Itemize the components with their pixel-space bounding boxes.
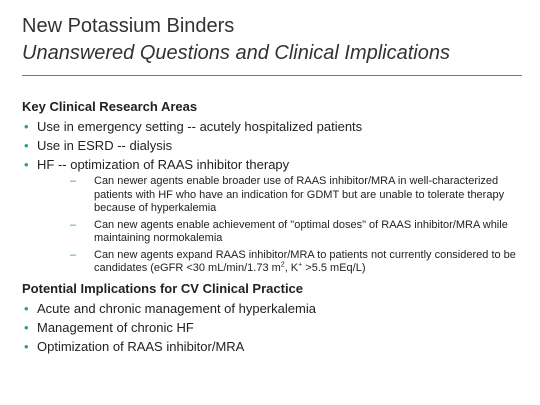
sub-bullet-text-part: Can new agents expand RAAS inhibitor/MRA to patients not currently considered to be candidates (eGFR <30 mL/min/1.73 m xyxy=(94,248,516,274)
title-divider xyxy=(22,75,522,76)
superscript-plus: + xyxy=(298,261,303,269)
dash-icon: – xyxy=(70,248,77,261)
bullet-text: Use in emergency setting -- acutely hospitalized patients xyxy=(37,119,363,134)
bullet-icon: • xyxy=(24,157,29,172)
list-item xyxy=(22,318,527,337)
sub-bullet-text-part: >5.5 mEq/L) xyxy=(302,262,366,274)
sub-list-item xyxy=(70,219,527,246)
bullet-text: HF -- optimization of RAAS inhibitor therapy xyxy=(37,157,290,172)
list-item xyxy=(22,117,527,136)
list-item xyxy=(22,136,527,155)
bullet-text: Optimization of RAAS inhibitor/MRA xyxy=(37,338,245,354)
bullet-icon: • xyxy=(24,138,29,153)
bullet-icon: • xyxy=(24,300,29,316)
bullet-icon: • xyxy=(24,119,29,134)
list-item xyxy=(22,155,527,276)
section-heading-implications: Potential Implications for CV Clinical Practice xyxy=(22,280,304,296)
sub-bullet-text-part: , K xyxy=(284,262,299,274)
sub-list-item xyxy=(70,249,527,276)
bullet-icon: • xyxy=(24,319,29,335)
slide-subtitle: Unanswered Questions and Clinical Implications xyxy=(22,42,450,64)
slide-title: New Potassium Binders xyxy=(22,15,235,37)
slide-body xyxy=(22,98,527,356)
bullet-text: Acute and chronic management of hyperkalemia xyxy=(37,300,316,316)
sub-bullet-text: Can newer agents enable broader use of RAAS inhibitor/MRA in well-characterized patients with HF who have an indication for GDMT but are unable to tolerate therapy because of hyperkalemia xyxy=(94,175,505,214)
section-heading-research: Key Clinical Research Areas xyxy=(22,99,198,114)
dash-icon: – xyxy=(70,218,77,231)
dash-icon: – xyxy=(70,175,77,187)
list-item xyxy=(22,337,527,356)
sub-list-item xyxy=(70,175,527,216)
bullet-icon: • xyxy=(24,338,29,354)
superscript-2: 2 xyxy=(280,261,285,269)
sub-bullet-text xyxy=(94,249,516,275)
research-bullet-list xyxy=(22,117,527,276)
bullet-text: Management of chronic HF xyxy=(37,319,194,335)
implications-bullet-list xyxy=(22,299,527,356)
bullet-text: Use in ESRD -- dialysis xyxy=(37,138,173,153)
list-item xyxy=(22,299,527,318)
sub-bullet-text: Can new agents enable achievement of "optimal doses" of RAAS inhibitor/MRA while maintaining normokalemia xyxy=(94,218,508,244)
hf-sub-bullet-list xyxy=(37,175,527,276)
